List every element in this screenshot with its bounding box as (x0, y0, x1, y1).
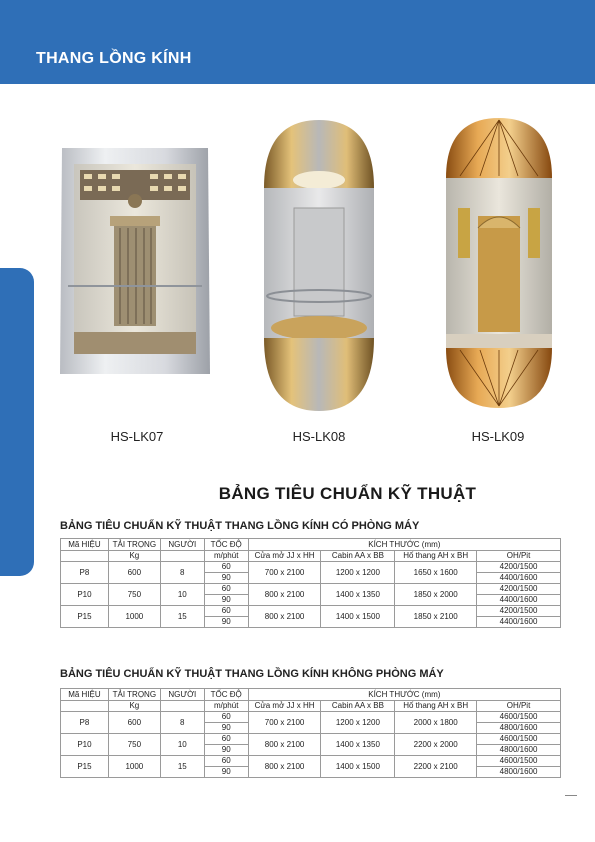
cell-toc: 60 (204, 734, 248, 745)
cell-oh: 4200/1500 (477, 562, 561, 573)
cell-toc: 60 (204, 562, 248, 573)
cell-oh: 4600/1500 (477, 756, 561, 767)
cell-toc: 60 (204, 712, 248, 723)
table-title-machine-roomless: BẢNG TIÊU CHUẨN KỸ THUẬT THANG LỒNG KÍNH KHÔNG PHÒNG MÁY (60, 668, 444, 680)
cell-cua: 800 x 2100 (248, 584, 321, 606)
header-cell: TỐC ĐỘ (204, 539, 248, 551)
cell-cabin: 1200 x 1200 (321, 562, 395, 584)
cell-oh: 4400/1600 (477, 573, 561, 584)
table-row (61, 756, 561, 767)
side-tab-decoration (0, 268, 34, 576)
cell-nguoi: 8 (160, 562, 204, 584)
cell-cua: 800 x 2100 (248, 734, 321, 756)
cell-toc: 90 (204, 573, 248, 584)
cell-cabin: 1400 x 1500 (321, 756, 395, 778)
cell-oh: 4600/1500 (477, 734, 561, 745)
page-corner-mark (565, 795, 577, 796)
cell-ho: 2200 x 2100 (395, 756, 477, 778)
cell-ho: 1650 x 1600 (395, 562, 477, 584)
section-title: BẢNG TIÊU CHUẨN KỸ THUẬT (218, 484, 477, 503)
table-row (61, 712, 561, 723)
header-cell: Hố thang AH x BH (395, 701, 477, 712)
cell-toc: 90 (204, 723, 248, 734)
cell-oh: 4800/1600 (477, 723, 561, 734)
cell-ma: P15 (61, 756, 109, 778)
cell-oh: 4400/1600 (477, 617, 561, 628)
header-cell: Hố thang AH x BH (395, 551, 477, 562)
spec-table-machine-roomless (60, 688, 561, 778)
header-cell: Kg (108, 701, 160, 712)
header-cell: TỐC ĐỘ (204, 689, 248, 701)
cell-ho: 2200 x 2000 (395, 734, 477, 756)
product-model-label: HS-LK07 (110, 429, 164, 444)
cell-toc: 60 (204, 756, 248, 767)
cell-ma: P15 (61, 606, 109, 628)
cell-oh: 4800/1600 (477, 745, 561, 756)
elevator-image-lk08 (258, 118, 380, 413)
table-row (61, 562, 561, 573)
cell-nguoi: 15 (160, 756, 204, 778)
cell-cabin: 1400 x 1350 (321, 584, 395, 606)
cell-oh: 4800/1600 (477, 767, 561, 778)
cell-nguoi: 10 (160, 584, 204, 606)
page-title: THANG LỒNG KÍNH (36, 50, 192, 67)
cell-ma: P8 (61, 562, 109, 584)
elevator-image-lk09 (440, 116, 558, 410)
cell-nguoi: 10 (160, 734, 204, 756)
cell-cabin: 1200 x 1200 (321, 712, 395, 734)
cell-cua: 800 x 2100 (248, 606, 321, 628)
cell-nguoi: 15 (160, 606, 204, 628)
header-cell: NGƯỜI (160, 539, 204, 551)
cell-oh: 4600/1500 (477, 712, 561, 723)
elevator-image-lk07 (58, 146, 212, 376)
header-cell: Cabin AA x BB (321, 701, 395, 712)
cell-ma: P8 (61, 712, 109, 734)
cell-tai: 1000 (108, 606, 160, 628)
cell-ma: P10 (61, 734, 109, 756)
header-cell: Cabin AA x BB (321, 551, 395, 562)
cell-tai: 1000 (108, 756, 160, 778)
cell-cua: 800 x 2100 (248, 756, 321, 778)
cell-cabin: 1400 x 1350 (321, 734, 395, 756)
cell-ho: 1850 x 2000 (395, 584, 477, 606)
cell-toc: 90 (204, 595, 248, 606)
table-row (61, 584, 561, 595)
header-cell: TẢI TRỌNG (108, 539, 160, 551)
cell-ho: 2000 x 1800 (395, 712, 477, 734)
cell-toc: 90 (204, 745, 248, 756)
header-cell: Cửa mở JJ x HH (248, 551, 321, 562)
cell-toc: 60 (204, 606, 248, 617)
cell-toc: 90 (204, 617, 248, 628)
table-row (61, 734, 561, 745)
cell-oh: 4400/1600 (477, 595, 561, 606)
table-row (61, 606, 561, 617)
cell-cabin: 1400 x 1500 (321, 606, 395, 628)
cell-ma: P10 (61, 584, 109, 606)
header-cell: OH/Pit (477, 551, 561, 562)
header-cell: m/phút (204, 701, 248, 712)
cell-toc: 60 (204, 584, 248, 595)
cell-cua: 700 x 2100 (248, 562, 321, 584)
product-model-label: HS-LK08 (292, 429, 346, 444)
header-cell: Kg (108, 551, 160, 562)
header-cell: Cửa mở JJ x HH (248, 701, 321, 712)
cell-nguoi: 8 (160, 712, 204, 734)
header-cell: m/phút (204, 551, 248, 562)
cell-cua: 700 x 2100 (248, 712, 321, 734)
header-cell: TẢI TRỌNG (108, 689, 160, 701)
header-cell: OH/Pit (477, 701, 561, 712)
spec-table-with-machine-room (60, 538, 561, 628)
cell-tai: 750 (108, 734, 160, 756)
product-model-label: HS-LK09 (471, 429, 525, 444)
cell-tai: 600 (108, 712, 160, 734)
cell-oh: 4200/1500 (477, 584, 561, 595)
header-cell: Mã HIỆU (61, 539, 109, 551)
header-cell: NGƯỜI (160, 689, 204, 701)
cell-oh: 4200/1500 (477, 606, 561, 617)
page-header (0, 0, 595, 84)
header-cell: Mã HIỆU (61, 689, 109, 701)
cell-toc: 90 (204, 767, 248, 778)
table-title-with-machine-room: BẢNG TIÊU CHUẨN KỸ THUẬT THANG LỒNG KÍNH CÓ PHÒNG MÁY (60, 520, 420, 532)
cell-ho: 1850 x 2100 (395, 606, 477, 628)
cell-tai: 750 (108, 584, 160, 606)
header-cell: KÍCH THƯỚC (mm) (248, 689, 560, 701)
header-cell: KÍCH THƯỚC (mm) (248, 539, 560, 551)
cell-tai: 600 (108, 562, 160, 584)
